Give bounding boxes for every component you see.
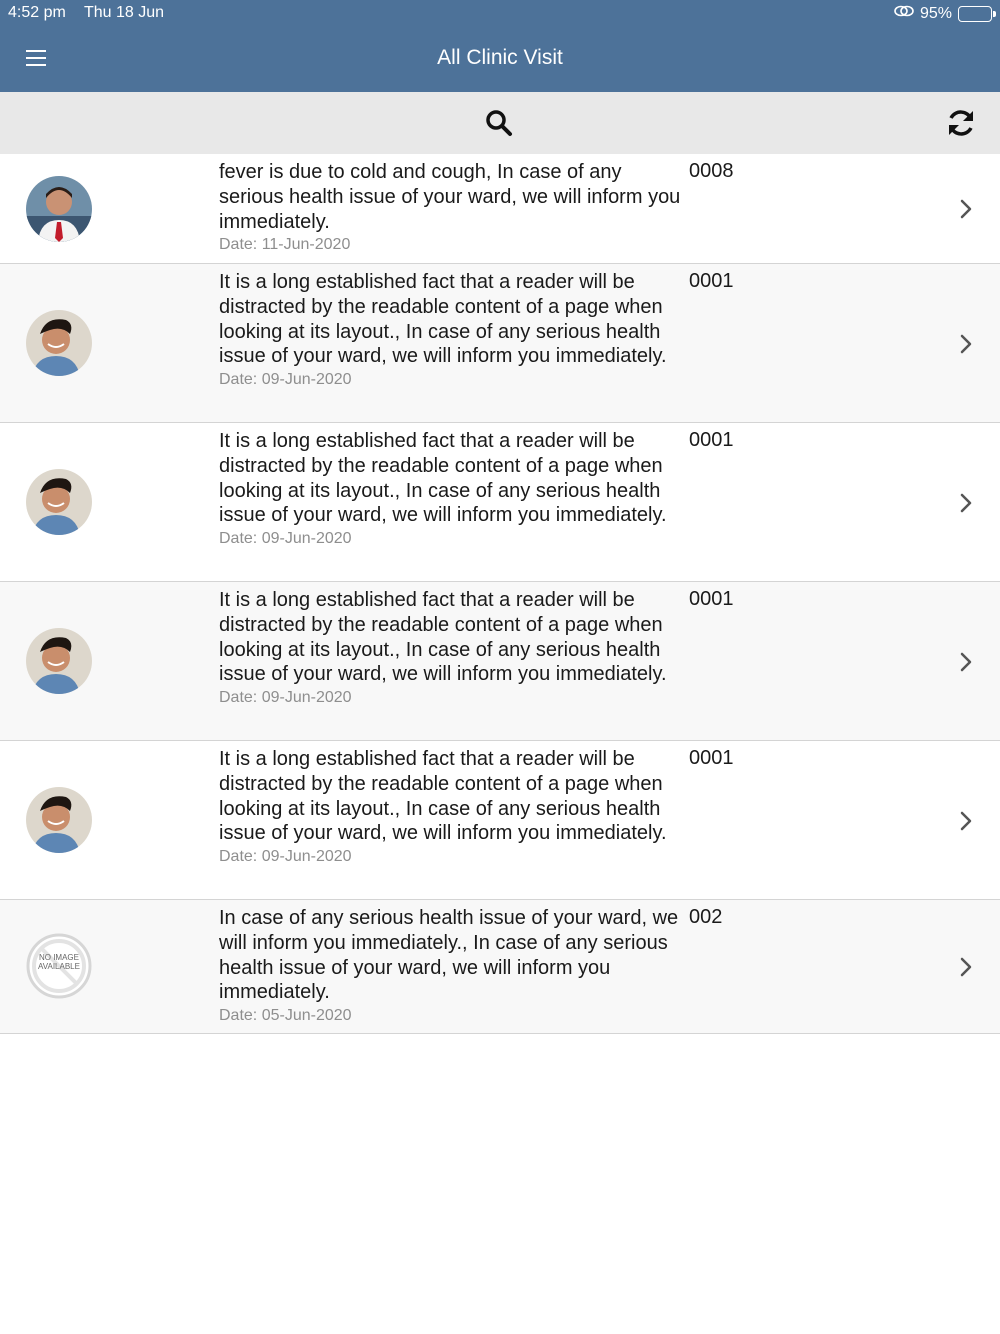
visit-row[interactable] bbox=[0, 154, 1000, 264]
chevron-right-icon[interactable] bbox=[958, 198, 974, 220]
avatar bbox=[26, 628, 92, 694]
app-header bbox=[0, 0, 1000, 92]
visit-message: In case of any serious health issue of your ward, we will inform you immediately., In case of any serious health issue of your ward, we will inform you immediately. bbox=[219, 907, 679, 1004]
visit-message: It is a long established fact that a reader will be distracted by the readable content of a page when looking at its layout., In case of any serious health issue of your ward, we will inform you immediately. bbox=[219, 271, 667, 368]
search-icon[interactable] bbox=[484, 108, 514, 138]
visit-content bbox=[219, 906, 681, 1027]
battery-percent: 95% bbox=[919, 4, 952, 22]
clinic-visit-list bbox=[0, 154, 1000, 1034]
chevron-right-icon[interactable] bbox=[958, 492, 974, 514]
visit-date: Date: 09-Jun-2020 bbox=[219, 530, 352, 548]
status-date: Thu 18 Jun bbox=[84, 4, 165, 21]
refresh-icon[interactable] bbox=[944, 106, 978, 140]
visit-content bbox=[219, 588, 681, 709]
visit-row[interactable] bbox=[0, 264, 1000, 423]
visit-row[interactable] bbox=[0, 582, 1000, 741]
status-bar bbox=[0, 0, 1000, 26]
visit-date: Date: 11-Jun-2020 bbox=[219, 236, 351, 254]
visit-message: fever is due to cold and cough, In case of any serious health issue of your ward, we will inform you immediately. bbox=[219, 161, 681, 233]
avatar bbox=[26, 310, 92, 376]
visit-code: 0001 bbox=[689, 270, 734, 292]
visit-date: Date: 09-Jun-2020 bbox=[219, 371, 352, 389]
visit-date: Date: 09-Jun-2020 bbox=[219, 689, 352, 707]
visit-code: 0008 bbox=[689, 160, 734, 182]
avatar bbox=[26, 176, 92, 242]
visit-code: 0001 bbox=[689, 747, 734, 769]
visit-content bbox=[219, 160, 681, 256]
chevron-right-icon[interactable] bbox=[958, 810, 974, 832]
chevron-right-icon[interactable] bbox=[958, 956, 974, 978]
visit-content bbox=[219, 270, 681, 391]
chevron-right-icon[interactable] bbox=[958, 333, 974, 355]
visit-content bbox=[219, 429, 681, 550]
visit-content bbox=[219, 747, 681, 868]
link-icon bbox=[894, 4, 914, 23]
status-time: 4:52 pm bbox=[8, 4, 66, 21]
no-image-label: NO IMAGE AVAILABLE bbox=[38, 953, 80, 971]
visit-date: Date: 05-Jun-2020 bbox=[219, 1007, 352, 1025]
visit-date: Date: 09-Jun-2020 bbox=[219, 848, 352, 866]
visit-code: 0001 bbox=[689, 588, 734, 610]
visit-message: It is a long established fact that a reader will be distracted by the readable content of a page when looking at its layout., In case of any serious health issue of your ward, we will inform you immediately. bbox=[219, 589, 667, 686]
chevron-right-icon[interactable] bbox=[958, 651, 974, 673]
avatar bbox=[26, 469, 92, 535]
visit-row[interactable] bbox=[0, 741, 1000, 900]
avatar bbox=[26, 933, 92, 999]
visit-code: 0001 bbox=[689, 429, 734, 451]
visit-code: 002 bbox=[689, 906, 723, 928]
visit-row[interactable] bbox=[0, 423, 1000, 582]
status-right bbox=[894, 4, 992, 23]
visit-row[interactable] bbox=[0, 900, 1000, 1034]
visit-message: It is a long established fact that a reader will be distracted by the readable content of a page when looking at its layout., In case of any serious health issue of your ward, we will inform you immediately. bbox=[219, 430, 667, 527]
page-title: All Clinic Visit bbox=[437, 46, 563, 69]
avatar bbox=[26, 787, 92, 853]
visit-message: It is a long established fact that a reader will be distracted by the readable content of a page when looking at its layout., In case of any serious health issue of your ward, we will inform you immediately. bbox=[219, 748, 667, 845]
battery-icon bbox=[958, 6, 992, 22]
